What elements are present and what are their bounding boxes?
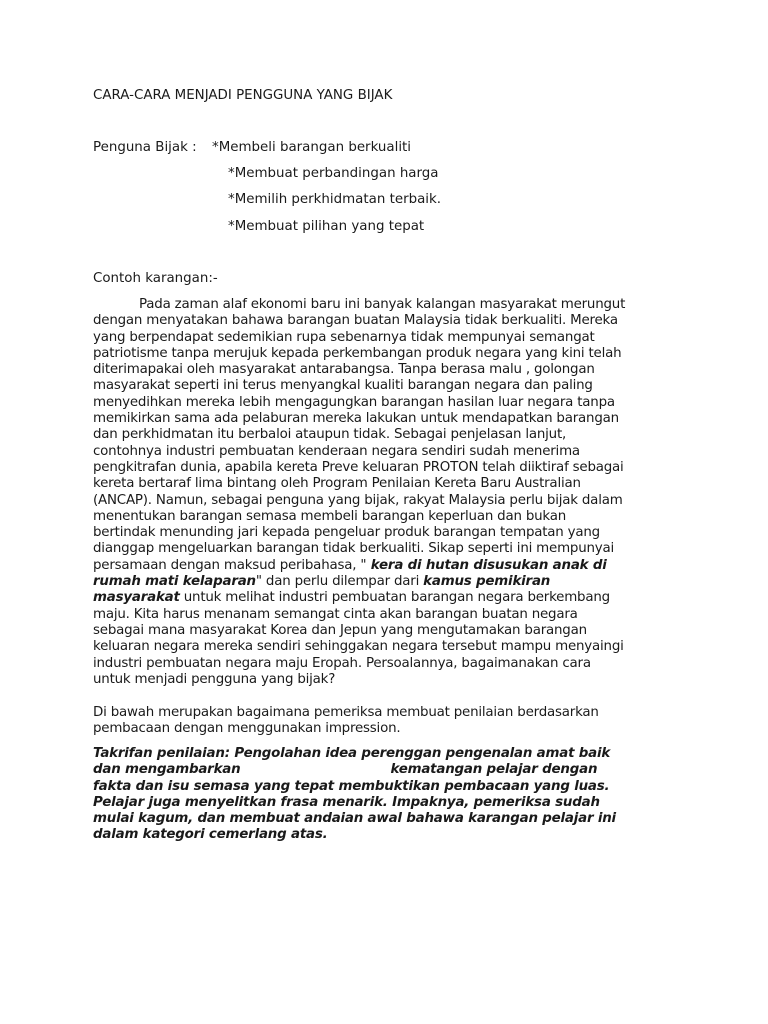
list-intro: Penguna Bijak : — [93, 140, 197, 155]
takrifan-line: Pelajar juga menyelitkan frasa menarik. Impaknya, pemeriksa sudah — [93, 794, 600, 810]
essay-line: memikirkan sama ada pelaburan mereka lakukan untuk mendapatkan barangan — [93, 411, 619, 427]
essay-line: menyedihkan mereka lebih mengagungkan barangan hasilan luar negara tanpa — [93, 394, 615, 410]
document-title: CARA-CARA MENJADI PENGGUNA YANG BIJAK — [93, 88, 393, 103]
essay-line: menentukan barangan semasa membeli barangan keperluan dan bukan — [93, 508, 567, 524]
peribahasa-emphasis: kera di hutan disusukan anak di — [366, 557, 607, 573]
essay-line: Pada zaman alaf ekonomi baru ini banyak kalangan masyarakat merungut — [139, 297, 626, 312]
takrifan-paragraph — [93, 746, 653, 844]
list-item: *Membuat perbandingan harga — [228, 166, 439, 181]
essay-line: yang berpendapat sedemikian rupa sebenarnya tidak mempunyai semangat — [93, 329, 595, 345]
essay-line — [93, 590, 653, 606]
assessment-line: Di bawah merupakan bagaimana pemeriksa membuat penilaian berdasarkan — [93, 705, 599, 720]
takrifan-line: dalam kategori cemerlang atas. — [93, 827, 328, 843]
essay-paragraph — [93, 297, 653, 688]
essay-line: kereta bertaraf lima bintang oleh Program Penilaian Kereta Baru Australian — [93, 476, 581, 492]
takrifan-fragment: kematangan pelajar dengan — [390, 762, 598, 778]
essay-line: contohnya industri pembuatan kenderaan negara sendiri sudah menerima — [93, 443, 580, 459]
peribahasa-lead: persamaan dengan maksud peribahasa, " — [93, 557, 367, 573]
takrifan-fragment: dan mengambarkan — [93, 762, 241, 778]
essay-line: sebagai mana masyarakat Korea dan Jepun yang mengutamakan barangan — [93, 622, 587, 638]
peribahasa-tail: " dan perlu dilempar dari — [255, 574, 424, 590]
assessment-line: pembacaan dengan menggunakan impression. — [93, 721, 401, 737]
essay-line: pengkitrafan dunia, apabila kereta Preve keluaran PROTON telah diiktiraf sebagai — [93, 459, 624, 475]
essay-line: keluaran negara mereka sendiri sehinggakan negara tersebut mampu menyaingi — [93, 639, 624, 655]
kamus-emphasis: kamus pemikiran — [423, 574, 551, 590]
list-item: *Memilih perkhidmatan terbaik. — [228, 192, 442, 207]
assessment-paragraph — [93, 705, 653, 738]
essay-line: diterimapakai oleh masyarakat antarabangsa. Tanpa berasa malu , golongan — [93, 362, 595, 378]
essay-line: maju. Kita harus menanam semangat cinta akan barangan buatan negara — [93, 606, 578, 622]
essay-line: dengan menyatakan bahawa barangan buatan Malaysia tidak berkualiti. Mereka — [93, 313, 618, 329]
essay-line — [93, 558, 653, 574]
essay-line — [93, 574, 653, 590]
essay-line: industri pembuatan negara maju Eropah. Persoalannya, bagaimanakan cara — [93, 655, 591, 671]
essay-line: dan perkhidmatan itu berbaloi ataupun tidak. Sebagai penjelasan lanjut, — [93, 427, 567, 443]
example-heading: Contoh karangan:- — [93, 271, 218, 286]
essay-line: patriotisme tanpa merujuk kepada perkembangan produk negara yang kini telah — [93, 345, 622, 361]
kamus-emphasis: masyarakat — [93, 590, 180, 606]
after-kamus: untuk melihat industri pembuatan barangan negara berkembang — [179, 590, 610, 606]
takrifan-line — [93, 762, 653, 778]
essay-line: (ANCAP). Namun, sebagai penguna yang bijak, rakyat Malaysia perlu bijak dalam — [93, 492, 623, 508]
essay-line: dianggap mengeluarkan barangan tidak berkualiti. Sikap seperti ini mempunyai — [93, 541, 615, 557]
essay-line: bertindak menunding jari kepada pengeluar produk barangan tempatan yang — [93, 525, 600, 541]
essay-line: masyarakat seperti ini terus menyangkal kualiti barangan negara dan paling — [93, 378, 593, 394]
essay-line: untuk menjadi pengguna yang bijak? — [93, 671, 336, 687]
peribahasa-emphasis: rumah mati kelaparan — [93, 574, 256, 590]
list-item: *Membeli barangan berkualiti — [212, 140, 412, 155]
list-item: *Membuat pilihan yang tepat — [228, 219, 425, 234]
takrifan-line: fakta dan isu semasa yang tepat membuktikan pembacaan yang luas. — [93, 778, 610, 794]
takrifan-line: Takrifan penilaian: Pengolahan idea perenggan pengenalan amat baik — [93, 746, 611, 761]
takrifan-line: mulai kagum, dan membuat andaian awal bahawa karangan pelajar ini — [93, 811, 616, 827]
